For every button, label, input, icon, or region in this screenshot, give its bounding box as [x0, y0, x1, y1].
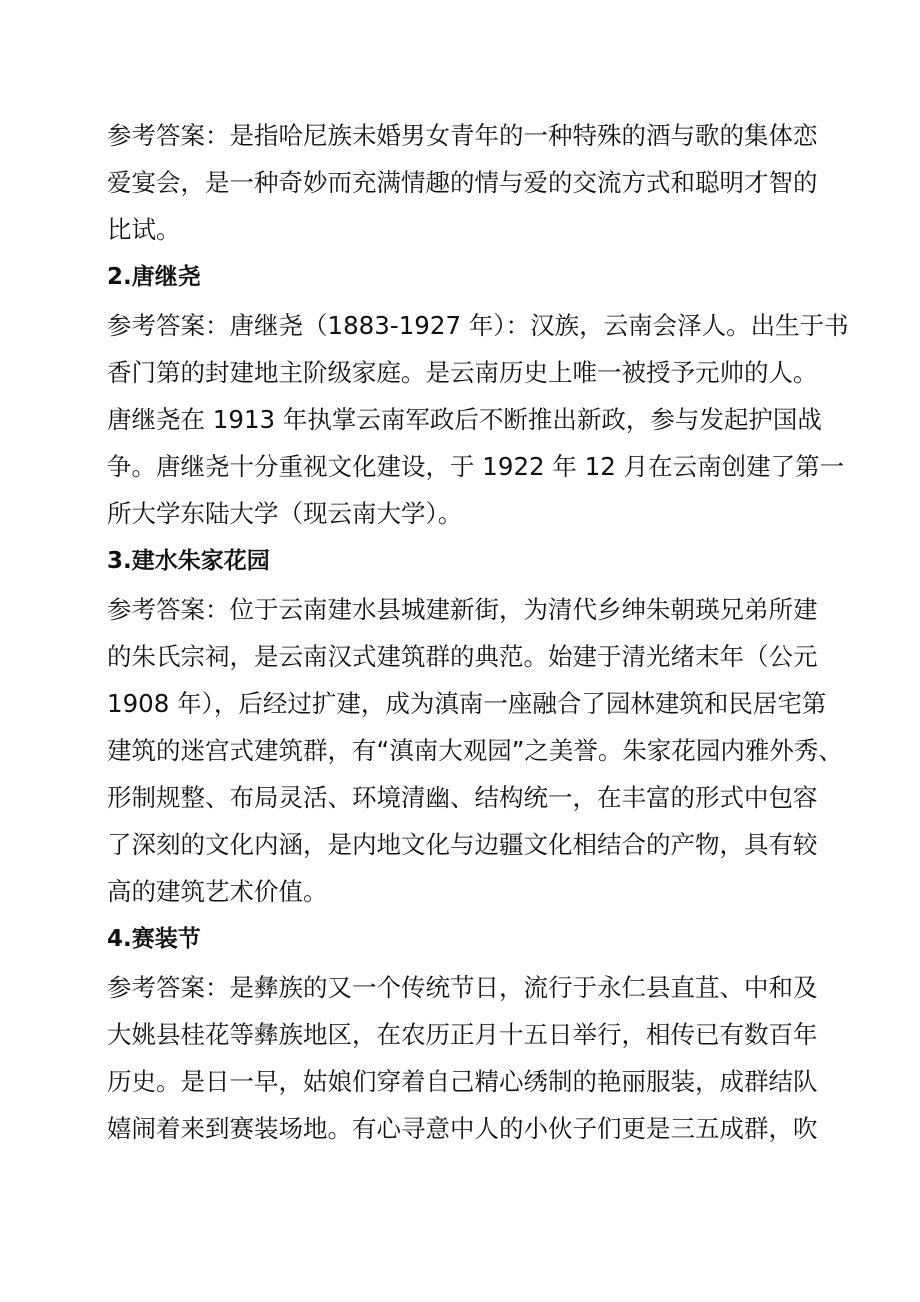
text-line: 参考答案：是彝族的又一个传统节日，流行于永仁县直苴、中和及 [107, 973, 818, 1002]
text-line: 香门第的封建地主阶级家庭。是云南历史上唯一被授予元帅的人。 [107, 358, 818, 387]
text-line: 唐继尧在 1913 年执掌云南军政后不断推出新政，参与发起护国战 [107, 405, 822, 434]
text-line: 参考答案：是指哈尼族未婚男女青年的一种特殊的酒与歌的集体恋 [107, 121, 818, 150]
section-heading-4: 4.赛装节 [107, 926, 201, 952]
document-page [107, 112, 849, 1152]
paragraph-answer-3 [107, 586, 843, 915]
text-line: 参考答案：位于云南建水县城建新街，为清代乡绅朱朝瑛兄弟所建 [107, 595, 818, 624]
text-line: 争。唐继尧十分重视文化建设，于 1922 年 12 月在云南创建了第一 [107, 452, 845, 481]
paragraph-answer-1 [107, 112, 819, 253]
paragraph-answer-4 [107, 964, 819, 1152]
text-line: 嬉闹着来到赛装场地。有心寻意中人的小伙子们更是三五成群，吹 [107, 1114, 818, 1143]
section-heading-2: 2.唐继尧 [107, 264, 201, 290]
text-line: 1908 年），后经过扩建，成为滇南一座融合了园林建筑和民居宅第 [107, 689, 827, 718]
text-line: 所大学东陆大学（现云南大学）。 [107, 499, 463, 528]
text-line: 参考答案：唐继尧（1883-1927 年）：汉族，云南会泽人。出生于书 [107, 311, 849, 340]
text-line: 形制规整、布局灵活、环境清幽、结构统一，在丰富的形式中包容 [107, 783, 818, 812]
text-line: 建筑的迷宫式建筑群，有“滇南大观园”之美誉。朱家花园内雅外秀、 [107, 736, 843, 765]
text-line: 高的建筑艺术价值。 [107, 877, 328, 906]
text-line: 比试。 [107, 215, 181, 244]
paragraph-answer-2 [107, 302, 849, 537]
text-line: 爱宴会，是一种奇妙而充满情趣的情与爱的交流方式和聪明才智的 [107, 168, 818, 197]
text-line: 了深刻的文化内涵，是内地文化与边疆文化相结合的产物，具有较 [107, 830, 818, 859]
text-line: 大姚县桂花等彝族地区，在农历正月十五日举行，相传已有数百年 [107, 1020, 818, 1049]
section-heading-3: 3.建水朱家花园 [107, 548, 270, 574]
text-line: 的朱氏宗祠，是云南汉式建筑群的典范。始建于清光绪末年（公元 [107, 642, 818, 671]
text-line: 历史。是日一早，姑娘们穿着自己精心绣制的艳丽服装，成群结队 [107, 1067, 818, 1096]
